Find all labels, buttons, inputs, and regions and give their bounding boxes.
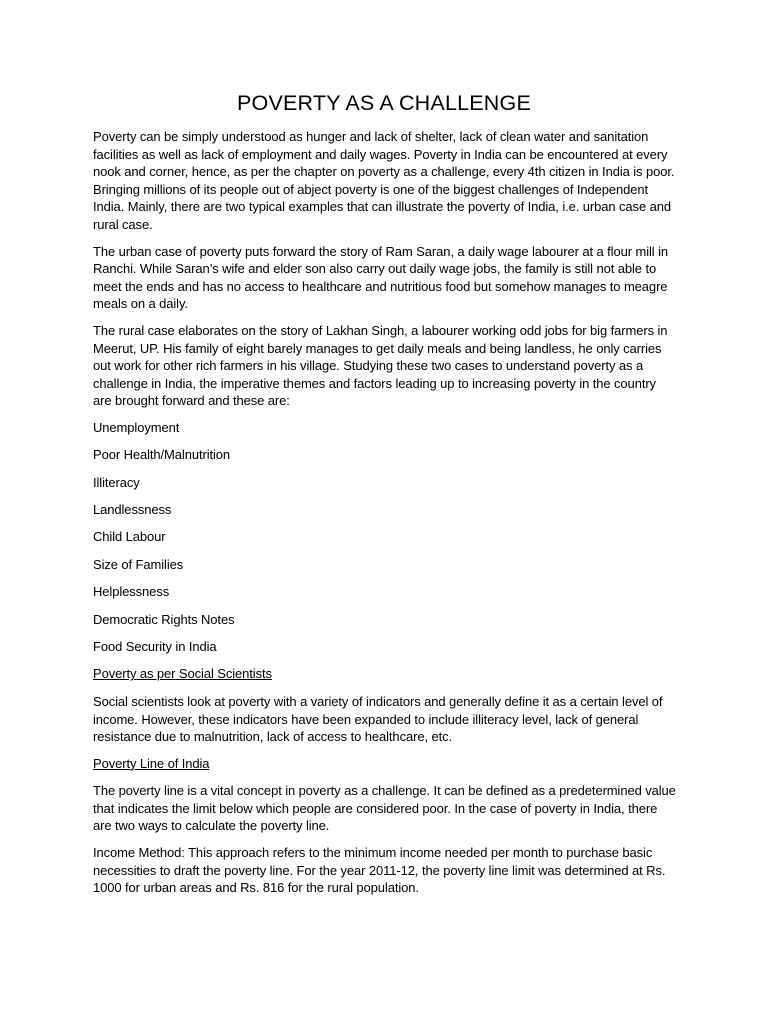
poverty-line-heading: Poverty Line of India <box>93 755 210 771</box>
intro-paragraph: Poverty can be simply understood as hunger and lack of shelter, lack of clean water and sanitation facilities as well as lack of employment and daily wages. Poverty in India can be encountered at every nook and corner, hence, as per the chapter on poverty as a challenge, every 4th citizen in India is poor. Bringing millions of its people out of abject poverty is one of the biggest challenges of Independent India. Mainly, there are two typical examples that can illustrate the poverty of India, i.e. urban case and rural case. <box>93 129 675 232</box>
factors-list <box>93 419 676 656</box>
document-body <box>93 128 676 906</box>
factor-item: Helplessness <box>93 584 170 600</box>
social-scientists-heading: Poverty as per Social Scientists <box>93 666 272 682</box>
factor-item: Unemployment <box>93 419 180 435</box>
urban-case-paragraph: The urban case of poverty puts forward the story of Ram Saran, a daily wage labourer at a flour mill in Ranchi. While Saran’s wife and elder son also carry out daily wage jobs, the family is still not able to meet the ends and has no access to healthcare and nutritious food but somehow manages to meagre meals on a daily. <box>93 243 668 312</box>
income-method-paragraph: Income Method: This approach refers to the minimum income needed per month to purchase basic necessities to draft the poverty line. For the year 2011-12, the poverty line limit was determined at Rs. 1000 for urban areas and Rs. 816 for the rural population. <box>93 844 666 896</box>
poverty-line-paragraph: The poverty line is a vital concept in poverty as a challenge. It can be defined as a predetermined value that indicates the limit below which people are considered poor. In the case of poverty in India, there are two ways to calculate the poverty line. <box>93 783 676 834</box>
factor-item: Landlessness <box>93 502 172 518</box>
factor-item: Poor Health/Malnutrition <box>93 447 231 463</box>
document-title: POVERTY AS A CHALLENGE <box>237 91 531 115</box>
factor-item: Food Security in India <box>93 639 217 655</box>
factor-item: Democratic Rights Notes <box>93 611 235 627</box>
rural-case-paragraph: The rural case elaborates on the story of Lakhan Singh, a labourer working odd jobs for big farmers in Meerut, UP. His family of eight barely manages to get daily meals and being landless, he only carries out work for other rich farmers in his village. Studying these two cases to understand poverty as a challenge in India, the imperative themes and factors leading up to increasing poverty in the country are brought forward and these are: <box>93 322 668 409</box>
factor-item: Illiteracy <box>93 474 140 490</box>
factor-item: Size of Families <box>93 556 184 572</box>
factor-item: Child Labour <box>93 529 166 545</box>
social-scientists-paragraph: Social scientists look at poverty with a variety of indicators and generally define it as a certain level of income. However, these indicators have been expanded to include illiteracy level, lack of general resistance due to malnutrition, lack of access to healthcare, etc. <box>93 693 663 745</box>
